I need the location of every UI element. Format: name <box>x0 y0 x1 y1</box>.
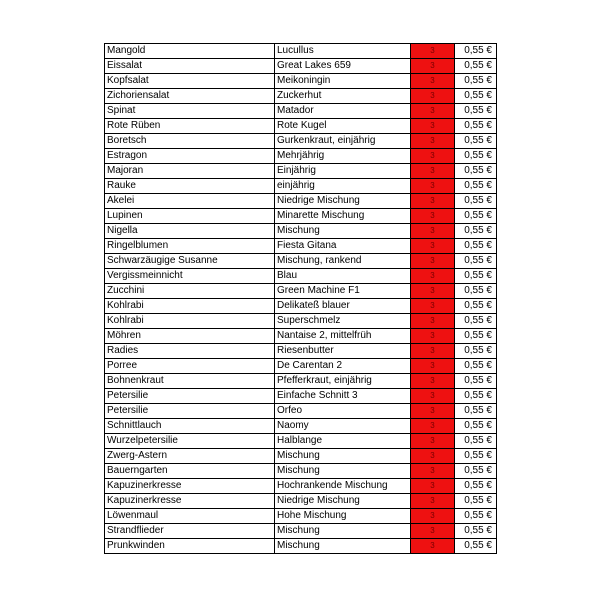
table-row <box>105 404 497 419</box>
plant-name-cell: Kapuzinerkresse <box>105 479 275 494</box>
variety-cell: Einjährig <box>275 164 411 179</box>
variety-cell: Blau <box>275 269 411 284</box>
plant-name-cell: Bauerngarten <box>105 464 275 479</box>
variety-cell: Gurkenkraut, einjährig <box>275 134 411 149</box>
quantity-cell: 3 <box>411 59 455 74</box>
variety-cell: De Carentan 2 <box>275 359 411 374</box>
variety-cell: einjährig <box>275 179 411 194</box>
price-cell: 0,55 € <box>455 389 497 404</box>
plant-name-cell: Estragon <box>105 149 275 164</box>
table-row <box>105 509 497 524</box>
plant-name-cell: Porree <box>105 359 275 374</box>
variety-cell: Lucullus <box>275 44 411 59</box>
quantity-cell: 3 <box>411 89 455 104</box>
plant-name-cell: Schwarzäugige Susanne <box>105 254 275 269</box>
price-cell: 0,55 € <box>455 134 497 149</box>
plant-name-cell: Kopfsalat <box>105 74 275 89</box>
quantity-cell: 3 <box>411 464 455 479</box>
variety-cell: Mischung <box>275 464 411 479</box>
table-row <box>105 44 497 59</box>
quantity-cell: 3 <box>411 329 455 344</box>
price-cell: 0,55 € <box>455 539 497 554</box>
table-row <box>105 464 497 479</box>
price-cell: 0,55 € <box>455 374 497 389</box>
variety-cell: Great Lakes 659 <box>275 59 411 74</box>
table-row <box>105 164 497 179</box>
price-cell: 0,55 € <box>455 434 497 449</box>
quantity-cell: 3 <box>411 434 455 449</box>
price-cell: 0,55 € <box>455 149 497 164</box>
quantity-cell: 3 <box>411 269 455 284</box>
quantity-cell: 3 <box>411 314 455 329</box>
price-cell: 0,55 € <box>455 209 497 224</box>
seed-table-body <box>105 44 497 554</box>
plant-name-cell: Wurzelpetersilie <box>105 434 275 449</box>
plant-name-cell: Ringelblumen <box>105 239 275 254</box>
table-row <box>105 389 497 404</box>
plant-name-cell: Boretsch <box>105 134 275 149</box>
variety-cell: Zuckerhut <box>275 89 411 104</box>
table-row <box>105 224 497 239</box>
price-cell: 0,55 € <box>455 74 497 89</box>
plant-name-cell: Rote Rüben <box>105 119 275 134</box>
variety-cell: Minarette Mischung <box>275 209 411 224</box>
quantity-cell: 3 <box>411 299 455 314</box>
quantity-cell: 3 <box>411 149 455 164</box>
plant-name-cell: Kohlrabi <box>105 299 275 314</box>
plant-name-cell: Lupinen <box>105 209 275 224</box>
quantity-cell: 3 <box>411 524 455 539</box>
plant-name-cell: Majoran <box>105 164 275 179</box>
quantity-cell: 3 <box>411 479 455 494</box>
quantity-cell: 3 <box>411 404 455 419</box>
variety-cell: Naomy <box>275 419 411 434</box>
seed-table <box>104 43 497 554</box>
plant-name-cell: Kohlrabi <box>105 314 275 329</box>
price-cell: 0,55 € <box>455 194 497 209</box>
table-row <box>105 449 497 464</box>
price-cell: 0,55 € <box>455 44 497 59</box>
variety-cell: Matador <box>275 104 411 119</box>
plant-name-cell: Zwerg-Astern <box>105 449 275 464</box>
table-row <box>105 539 497 554</box>
table-row <box>105 209 497 224</box>
price-cell: 0,55 € <box>455 179 497 194</box>
quantity-cell: 3 <box>411 284 455 299</box>
table-row <box>105 329 497 344</box>
price-cell: 0,55 € <box>455 59 497 74</box>
variety-cell: Green Machine F1 <box>275 284 411 299</box>
quantity-cell: 3 <box>411 239 455 254</box>
plant-name-cell: Petersilie <box>105 404 275 419</box>
plant-name-cell: Mangold <box>105 44 275 59</box>
quantity-cell: 3 <box>411 104 455 119</box>
variety-cell: Pfefferkraut, einjährig <box>275 374 411 389</box>
variety-cell: Nantaise 2, mittelfrüh <box>275 329 411 344</box>
price-cell: 0,55 € <box>455 524 497 539</box>
price-cell: 0,55 € <box>455 239 497 254</box>
quantity-cell: 3 <box>411 134 455 149</box>
price-cell: 0,55 € <box>455 329 497 344</box>
variety-cell: Orfeo <box>275 404 411 419</box>
table-row <box>105 149 497 164</box>
variety-cell: Fiesta Gitana <box>275 239 411 254</box>
variety-cell: Einfache Schnitt 3 <box>275 389 411 404</box>
plant-name-cell: Akelei <box>105 194 275 209</box>
quantity-cell: 3 <box>411 119 455 134</box>
price-cell: 0,55 € <box>455 89 497 104</box>
quantity-cell: 3 <box>411 44 455 59</box>
price-cell: 0,55 € <box>455 254 497 269</box>
quantity-cell: 3 <box>411 194 455 209</box>
price-cell: 0,55 € <box>455 449 497 464</box>
table-row <box>105 374 497 389</box>
plant-name-cell: Rauke <box>105 179 275 194</box>
table-row <box>105 74 497 89</box>
table-row <box>105 269 497 284</box>
plant-name-cell: Zichoriensalat <box>105 89 275 104</box>
table-row <box>105 344 497 359</box>
plant-name-cell: Nigella <box>105 224 275 239</box>
quantity-cell: 3 <box>411 344 455 359</box>
price-cell: 0,55 € <box>455 464 497 479</box>
quantity-cell: 3 <box>411 74 455 89</box>
variety-cell: Mischung <box>275 524 411 539</box>
price-cell: 0,55 € <box>455 269 497 284</box>
variety-cell: Mischung <box>275 539 411 554</box>
variety-cell: Niedrige Mischung <box>275 494 411 509</box>
table-row <box>105 194 497 209</box>
table-row <box>105 494 497 509</box>
plant-name-cell: Petersilie <box>105 389 275 404</box>
quantity-cell: 3 <box>411 419 455 434</box>
table-row <box>105 434 497 449</box>
table-row <box>105 359 497 374</box>
price-cell: 0,55 € <box>455 299 497 314</box>
variety-cell: Halblange <box>275 434 411 449</box>
table-row <box>105 89 497 104</box>
variety-cell: Mischung <box>275 224 411 239</box>
quantity-cell: 3 <box>411 224 455 239</box>
plant-name-cell: Zucchini <box>105 284 275 299</box>
table-row <box>105 419 497 434</box>
table-row <box>105 134 497 149</box>
plant-name-cell: Kapuzinerkresse <box>105 494 275 509</box>
seed-price-sheet <box>104 43 496 554</box>
plant-name-cell: Vergissmeinnicht <box>105 269 275 284</box>
price-cell: 0,55 € <box>455 224 497 239</box>
price-cell: 0,55 € <box>455 479 497 494</box>
quantity-cell: 3 <box>411 494 455 509</box>
table-row <box>105 314 497 329</box>
variety-cell: Riesenbutter <box>275 344 411 359</box>
variety-cell: Delikateß blauer <box>275 299 411 314</box>
quantity-cell: 3 <box>411 254 455 269</box>
table-row <box>105 479 497 494</box>
variety-cell: Mehrjährig <box>275 149 411 164</box>
price-cell: 0,55 € <box>455 104 497 119</box>
table-row <box>105 104 497 119</box>
table-row <box>105 524 497 539</box>
plant-name-cell: Möhren <box>105 329 275 344</box>
plant-name-cell: Eissalat <box>105 59 275 74</box>
quantity-cell: 3 <box>411 164 455 179</box>
plant-name-cell: Strandflieder <box>105 524 275 539</box>
variety-cell: Hochrankende Mischung <box>275 479 411 494</box>
price-cell: 0,55 € <box>455 314 497 329</box>
table-row <box>105 284 497 299</box>
table-row <box>105 239 497 254</box>
variety-cell: Niedrige Mischung <box>275 194 411 209</box>
variety-cell: Mischung <box>275 449 411 464</box>
price-cell: 0,55 € <box>455 359 497 374</box>
plant-name-cell: Prunkwinden <box>105 539 275 554</box>
plant-name-cell: Radies <box>105 344 275 359</box>
price-cell: 0,55 € <box>455 404 497 419</box>
table-row <box>105 299 497 314</box>
quantity-cell: 3 <box>411 389 455 404</box>
quantity-cell: 3 <box>411 449 455 464</box>
quantity-cell: 3 <box>411 509 455 524</box>
table-row <box>105 179 497 194</box>
quantity-cell: 3 <box>411 179 455 194</box>
price-cell: 0,55 € <box>455 284 497 299</box>
price-cell: 0,55 € <box>455 419 497 434</box>
quantity-cell: 3 <box>411 539 455 554</box>
quantity-cell: 3 <box>411 209 455 224</box>
variety-cell: Meikoningin <box>275 74 411 89</box>
table-row <box>105 119 497 134</box>
plant-name-cell: Bohnenkraut <box>105 374 275 389</box>
table-row <box>105 59 497 74</box>
price-cell: 0,55 € <box>455 164 497 179</box>
price-cell: 0,55 € <box>455 509 497 524</box>
price-cell: 0,55 € <box>455 494 497 509</box>
variety-cell: Rote Kugel <box>275 119 411 134</box>
variety-cell: Superschmelz <box>275 314 411 329</box>
table-row <box>105 254 497 269</box>
price-cell: 0,55 € <box>455 119 497 134</box>
plant-name-cell: Schnittlauch <box>105 419 275 434</box>
plant-name-cell: Spinat <box>105 104 275 119</box>
price-cell: 0,55 € <box>455 344 497 359</box>
quantity-cell: 3 <box>411 359 455 374</box>
plant-name-cell: Löwenmaul <box>105 509 275 524</box>
quantity-cell: 3 <box>411 374 455 389</box>
variety-cell: Hohe Mischung <box>275 509 411 524</box>
variety-cell: Mischung, rankend <box>275 254 411 269</box>
